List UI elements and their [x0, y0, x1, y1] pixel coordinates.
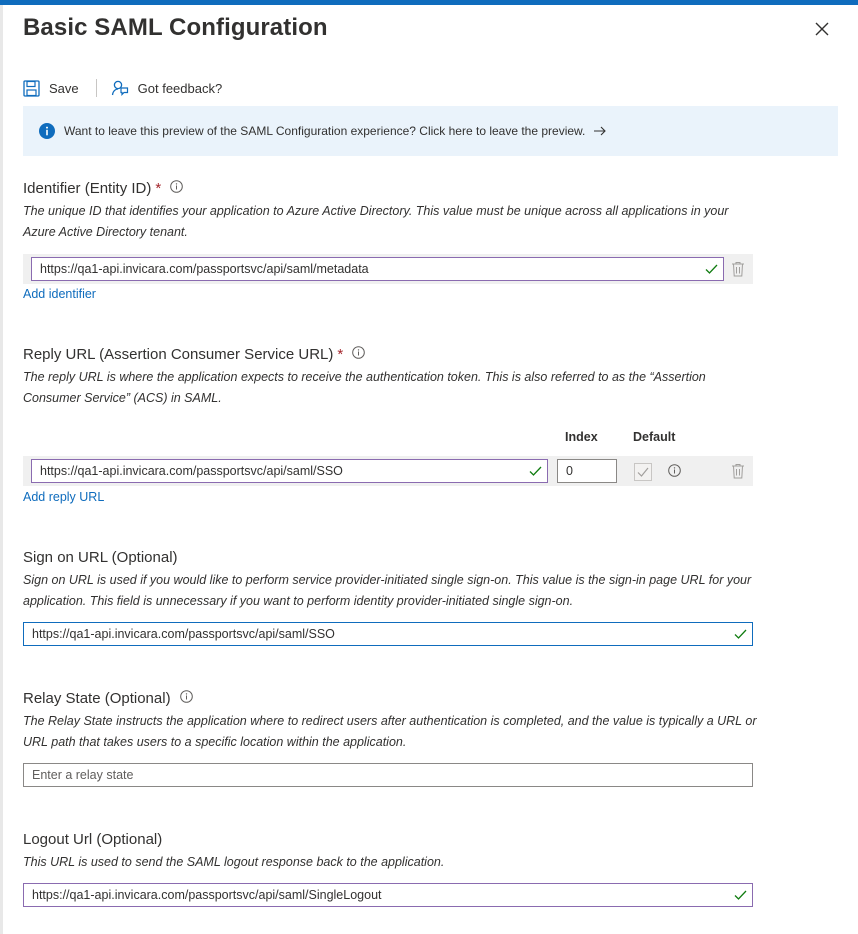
index-column-header: Index — [565, 430, 598, 444]
check-icon — [734, 889, 747, 901]
feedback-label: Got feedback? — [137, 80, 223, 96]
logout-url-label-text: Logout Url (Optional) — [23, 830, 163, 848]
logout-url-value: https://qa1-api.invicara.com/passportsvc/api/saml/SingleLogout — [32, 888, 382, 902]
save-icon — [23, 80, 40, 97]
trash-icon — [731, 261, 745, 277]
close-button[interactable] — [812, 19, 832, 39]
required-mark: * — [155, 179, 162, 197]
command-bar — [23, 76, 222, 100]
panel-title: Basic SAML Configuration — [23, 14, 328, 41]
sign-on-url-input[interactable] — [23, 622, 753, 646]
toolbar-divider — [96, 79, 97, 97]
default-checkbox[interactable] — [634, 463, 652, 481]
top-accent-bar — [0, 0, 858, 5]
identifier-description: The unique ID that identifies your application to Azure Active Directory. This value must be unique across all applications in your Azure Active Directory tenant. — [23, 204, 729, 239]
add-reply-url-link[interactable]: Add reply URL — [23, 490, 105, 504]
checkmark-icon — [635, 464, 651, 480]
sign-on-url-label-text: Sign on URL (Optional) — [23, 548, 178, 566]
reply-url-input[interactable] — [31, 459, 548, 483]
logout-url-section — [23, 829, 763, 873]
check-icon — [705, 263, 718, 275]
relay-state-label-text: Relay State (Optional) — [23, 689, 171, 707]
relay-state-description: The Relay State instructs the application where to redirect users after authentication is completed, and the value is typically a URL or URL path that takes users to a specific location within the application. — [23, 714, 757, 749]
check-icon — [529, 465, 542, 477]
delete-reply-url-button[interactable] — [731, 463, 745, 484]
default-column-header: Default — [633, 430, 676, 444]
identifier-label — [23, 178, 763, 198]
logout-url-input[interactable] — [23, 883, 753, 907]
relay-state-placeholder: Enter a relay state — [32, 768, 134, 782]
reply-url-info-button[interactable] — [352, 346, 365, 363]
relay-state-input[interactable] — [23, 763, 753, 787]
sign-on-url-description: Sign on URL is used if you would like to perform service provider-initiated single sign-on. This value is the sign-in page URL for your application. This field is unnecessary if you want to perform identity provider-initiated single sign-on. — [23, 573, 752, 608]
feedback-button[interactable] — [111, 76, 223, 100]
logout-url-description: This URL is used to send the SAML logout response back to the application. — [23, 855, 445, 869]
sign-on-url-value: https://qa1-api.invicara.com/passportsvc/api/saml/SSO — [32, 627, 335, 641]
close-icon — [812, 19, 832, 39]
arrow-right-icon — [593, 126, 607, 136]
info-circle-icon — [352, 346, 365, 359]
default-info-button[interactable] — [668, 464, 681, 482]
reply-url-label — [23, 344, 763, 364]
required-mark: * — [337, 345, 344, 363]
save-button[interactable] — [23, 76, 79, 100]
identifier-value: https://qa1-api.invicara.com/passportsvc/api/saml/metadata — [40, 262, 369, 276]
sign-on-url-section — [23, 547, 763, 612]
banner-text: Want to leave this preview of the SAML Configuration experience? Click here to leave the preview. — [64, 124, 586, 138]
reply-url-section — [23, 344, 763, 409]
logout-url-label — [23, 829, 763, 849]
delete-identifier-button[interactable] — [731, 261, 745, 282]
identifier-section — [23, 178, 763, 243]
reply-url-label-text: Reply URL (Assertion Consumer Service URL) — [23, 345, 334, 363]
info-circle-icon — [180, 690, 193, 703]
relay-state-section — [23, 688, 763, 753]
add-identifier-link[interactable]: Add identifier — [23, 287, 96, 301]
sign-on-url-label — [23, 547, 763, 567]
panel-left-edge — [0, 5, 3, 934]
info-icon — [39, 123, 55, 139]
info-circle-icon — [170, 180, 183, 193]
trash-icon — [731, 463, 745, 479]
save-label: Save — [49, 80, 79, 96]
relay-state-label — [23, 688, 763, 708]
identifier-info-button[interactable] — [170, 180, 183, 197]
feedback-icon — [111, 79, 129, 97]
index-value: 0 — [566, 464, 573, 478]
info-circle-icon — [668, 464, 681, 477]
relay-state-info-button[interactable] — [180, 690, 193, 707]
identifier-label-text: Identifier (Entity ID) — [23, 179, 152, 197]
preview-banner[interactable] — [23, 106, 838, 156]
reply-url-value: https://qa1-api.invicara.com/passportsvc/api/saml/SSO — [40, 464, 343, 478]
identifier-input[interactable] — [31, 257, 724, 281]
reply-url-index-input[interactable] — [557, 459, 617, 483]
check-icon — [734, 628, 747, 640]
reply-url-description: The reply URL is where the application expects to receive the authentication token. This is also referred to as the “Assertion Consumer Service” (ACS) in SAML. — [23, 370, 706, 405]
